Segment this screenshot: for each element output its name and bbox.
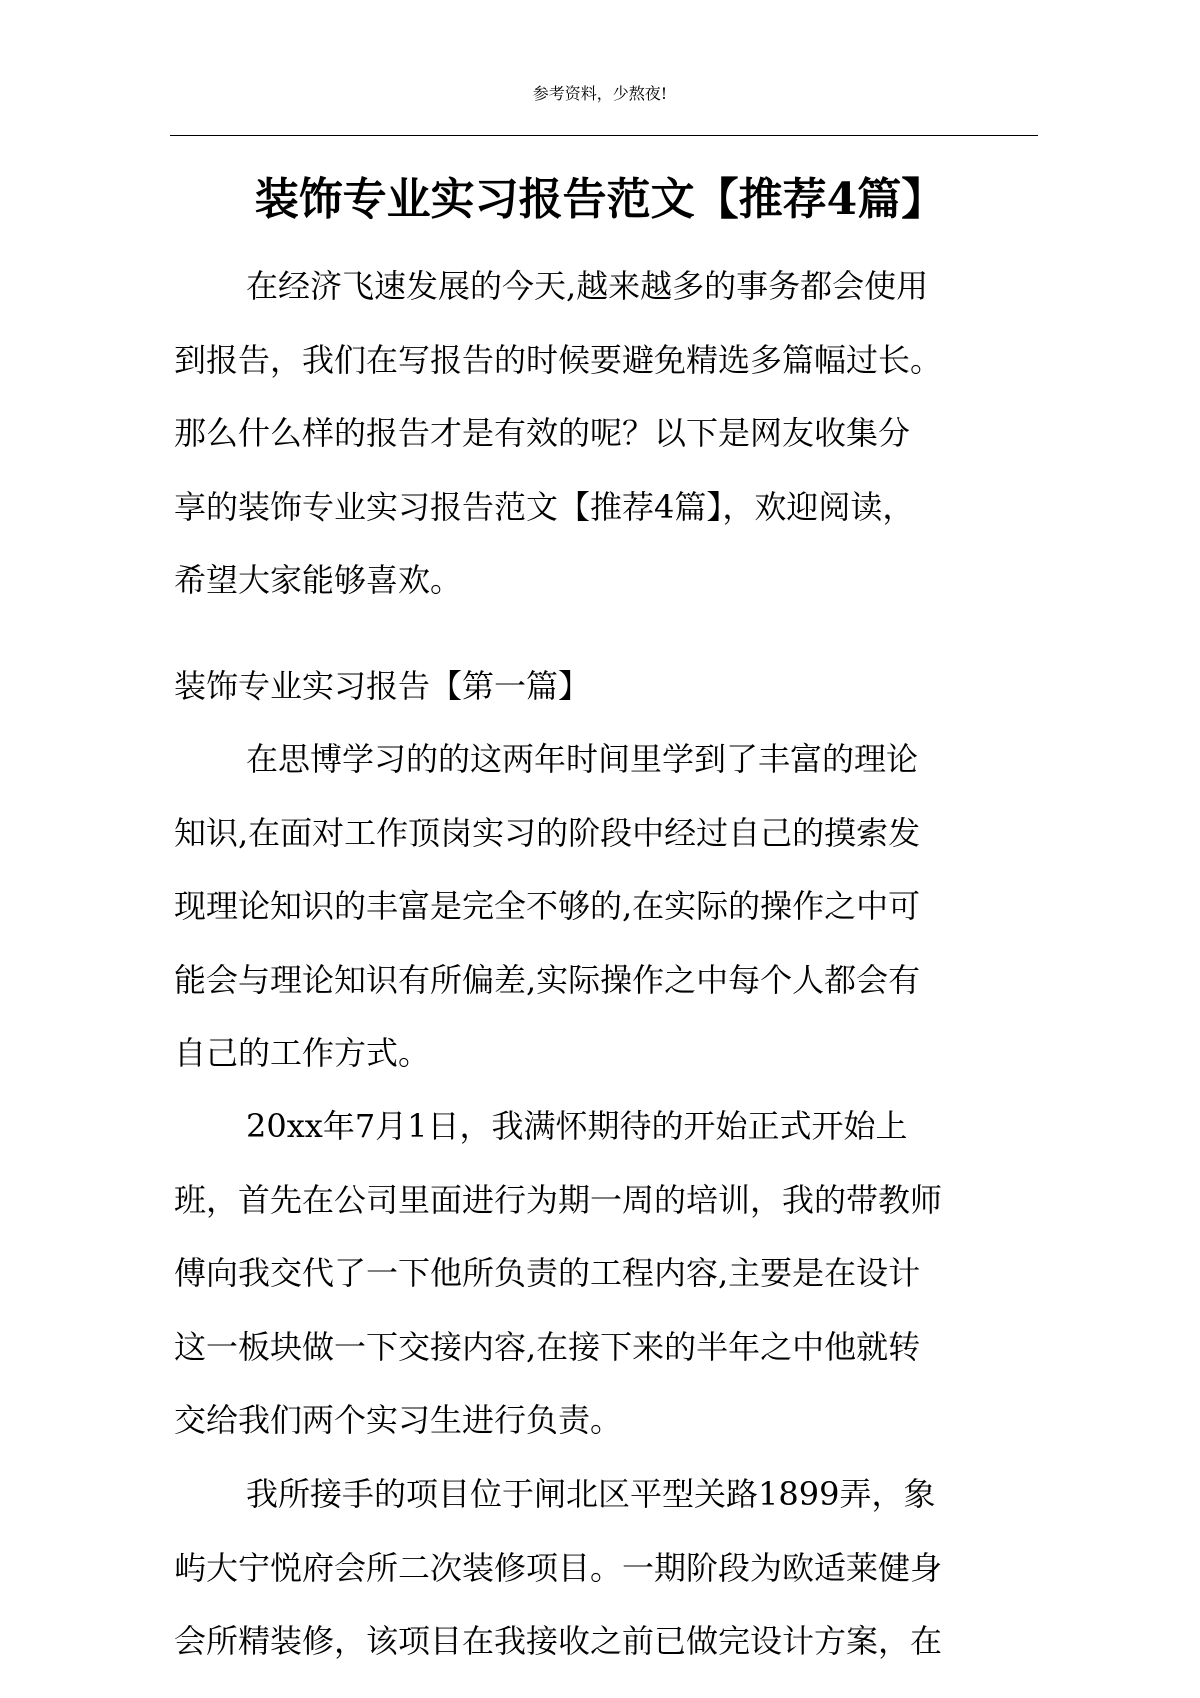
paragraph-line: 自己的工作方式。 (174, 1034, 431, 1072)
intro-line: 在经济飞速发展的今天,越来越多的事务都会使用 (246, 267, 929, 305)
section-heading (174, 650, 1044, 724)
paragraph-line: 能会与理论知识有所偏差,实际操作之中每个人都会有 (174, 960, 921, 999)
paragraph-line: 会所精装修，该项目在我接收之前已做完设计方案，在 (174, 1622, 943, 1660)
intro-line: 那么什么样的报告才是有效的呢？以下是网友收集分 (174, 414, 911, 452)
header-rule (170, 135, 1038, 136)
page-header: 参考资料，少熬夜! (532, 84, 668, 103)
intro-line: 享的装饰专业实习报告范文【推荐4篇】，欢迎阅读， (174, 487, 915, 526)
paragraph-line: 傅向我交代了一下他所负责的工程内容,主要是在设计 (174, 1254, 921, 1292)
paragraph-line: 20xx年7月1日，我满怀期待的开始正式开始上 (246, 1107, 908, 1145)
section-heading-text: 装饰专业实习报告【第一篇】 (174, 667, 591, 705)
intro-paragraph (174, 250, 1044, 618)
paragraph-line: 这一板块做一下交接内容,在接下来的半年之中他就转 (174, 1327, 921, 1366)
body-paragraph-3 (174, 1458, 1044, 1679)
paragraph-line: 现理论知识的丰富是完全不够的,在实际的操作之中可 (174, 887, 921, 925)
paragraph-line: 班，首先在公司里面进行为期一周的培训，我的带教师 (174, 1180, 943, 1219)
body-paragraph-1 (174, 723, 1044, 1091)
paragraph-line: 屿大宁悦府会所二次装修项目。一期阶段为欧适莱健身 (174, 1548, 943, 1587)
document-title: 装饰专业实习报告范文【推荐4篇】 (254, 174, 946, 226)
paragraph-line: 知识,在面对工作顶岗实习的阶段中经过自己的摸索发 (174, 813, 921, 852)
intro-line: 到报告，我们在写报告的时候要避免精选多篇幅过长。 (174, 340, 943, 379)
paragraph-line: 交给我们两个实习生进行负责。 (174, 1401, 623, 1439)
body-paragraph-2 (174, 1090, 1044, 1458)
paragraph-line: 我所接手的项目位于闸北区平型关路1899弄，象 (246, 1475, 936, 1513)
intro-line: 希望大家能够喜欢。 (174, 561, 463, 599)
paragraph-line: 在思博学习的的这两年时间里学到了丰富的理论 (246, 740, 919, 778)
